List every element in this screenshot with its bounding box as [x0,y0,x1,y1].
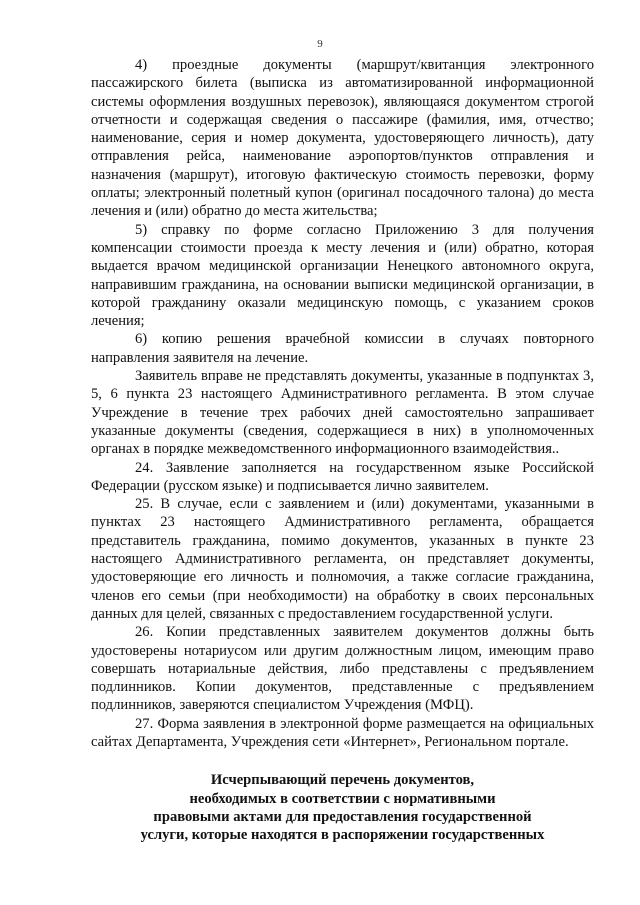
section-heading [91,771,594,844]
paragraph-24-language: 24. Заявление заполняется на государственном языке Российской Федерации (русском языке) и подписывается лично заявителем. [91,459,594,494]
heading-line: правовыми актами для предоставления государственной [153,808,532,825]
paragraph-applicant-right: Заявитель вправе не представлять документы, указанные в подпунктах 3, 5, 6 пункта 23 настоящего Административного регламента. В этом случае Учреждение в течение трех рабочих дней самостоятельно запрашивает указанные документы (сведения, содержащиеся в них) в уполномоченных органах в порядке межведомственного информационного взаимодействия.. [91,368,594,458]
heading-line: услуги, которые находятся в распоряжении государственных [140,827,545,844]
paragraph-27-electronic-form: 27. Форма заявления в электронной форме размещается на официальных сайтах Департамента, Учреждения сети «Интернет», Региональном портале. [91,715,594,750]
heading-line: необходимых в соответствии с нормативными [189,790,496,807]
paragraph-item-4-travel-documents: 4) проездные документы (маршрут/квитанция электронного пассажирского билета (выписка из автоматизированной информационной системы оформления воздушных перевозок), являющаяся документом строгой отчетности и содержащая сведения о пассажире (фамилия, имя, отчество; наименование, серия и номер документа, удостоверяющего личность), дату отправления рейса, наименование аэропортов/пунктов отправления и назначения (маршрут), итоговую фактическую стоимость перевозки, форму оплаты; электронный полетный купон (оригинал посадочного талона) до места лечения и (или) обратно до места жительства; [91,57,594,220]
document-body [91,56,594,844]
paragraph-26-copies: 26. Копии представленных заявителем документов должны быть удостоверены нотариусом или другим должностным лицом, имеющим право совершать нотариальные действия, либо представлены с предъявлением подлинников. Копии документов, представленные с предъявлением подлинников, заверяются специалистом Учреждения (МФЦ). [91,624,594,714]
paragraph-25-representative: 25. В случае, если с заявлением и (или) документами, указанными в пунктах 23 настоящего Административного регламента, обращается представитель гражданина, помимо документов, указанных в пункте 23 настоящего Административного регламента, он представляет документы, удостоверяющие его личность и полномочия, а также согласие гражданина, членов его семьи (при необходимости) на обработку в своих персональных данных для целей, связанных с предоставлением государственной услуги. [91,496,594,622]
paragraph-item-6-commission-decision: 6) копию решения врачебной комиссии в случаях повторного направления заявителя на лечение. [91,331,594,366]
page-number: 9 [317,38,323,50]
paragraph-item-5-certificate: 5) справку по форме согласно Приложению 3 для получения компенсации стоимости проезда к месту лечения и (или) обратно, которая выдается врачом медицинской организации Ненецкого автономного округа, направившим гражданина, на основании выписки медицинской организации, в которой гражданину оказали медицинскую помощь, с указанием сроков лечения; [91,221,594,330]
heading-line: Исчерпывающий перечень документов, [210,772,475,789]
